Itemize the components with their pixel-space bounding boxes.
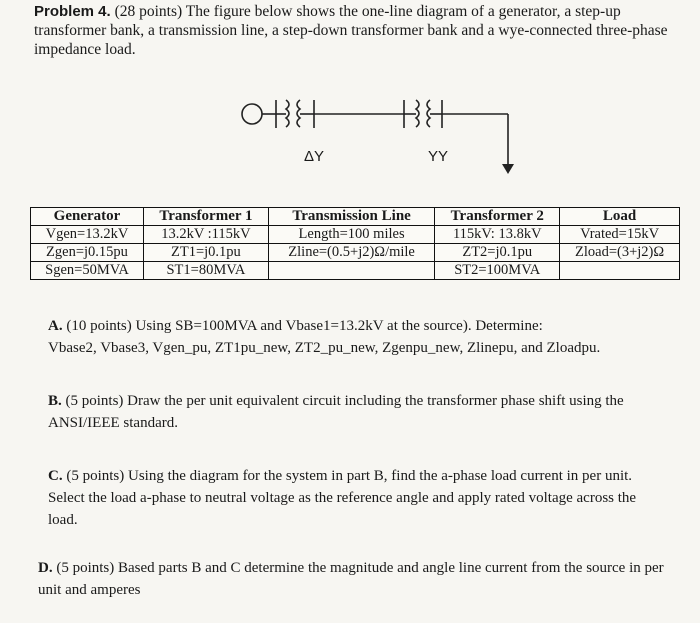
table-cell: Zline=(0.5+j2)Ω/mile	[268, 244, 435, 262]
table-cell: 13.2kV :115kV	[143, 226, 268, 244]
table-cell: ZT1=j0.1pu	[143, 244, 268, 262]
table-cell: Zload=(3+j2)Ω	[560, 244, 680, 262]
table-cell: 115kV: 13.8kV	[435, 226, 560, 244]
table-cell	[268, 262, 435, 280]
part-a-text: (10 points) Using SB=100MVA and Vbase1=13.2kV at the source). Determine:	[66, 318, 543, 334]
part-c-label: C.	[48, 468, 63, 484]
part-b-label: B.	[48, 393, 62, 409]
part-d-text: (5 points) Based parts B and C determine the magnitude and angle line current from the source in per unit and amperes	[38, 560, 664, 598]
generator-symbol	[242, 104, 262, 124]
table-header: Transformer 2	[435, 208, 560, 226]
t1-connection-label: ΔY	[304, 148, 325, 165]
problem-number: Problem 4.	[34, 3, 111, 20]
part-b-text: (5 points) Draw the per unit equivalent circuit including the transformer phase shift using the ANSI/IEEE standard.	[48, 393, 624, 431]
one-line-diagram	[240, 92, 540, 182]
part-d-label: D.	[38, 560, 53, 576]
table-cell	[560, 262, 680, 280]
table-header: Transmission Line	[268, 208, 435, 226]
table-cell: ST2=100MVA	[435, 262, 560, 280]
table-cell: Vrated=15kV	[560, 226, 680, 244]
table-cell: Length=100 miles	[268, 226, 435, 244]
table-cell: Sgen=50MVA	[31, 262, 144, 280]
part-c	[48, 465, 658, 531]
t2-connection-label: YY	[428, 148, 449, 165]
part-d	[38, 557, 668, 601]
table-header: Generator	[31, 208, 144, 226]
system-data-table	[30, 207, 680, 280]
t1-primary-coil	[286, 100, 289, 127]
table-cell: ZT2=j0.1pu	[435, 244, 560, 262]
problem-header	[34, 2, 674, 59]
t2-secondary-coil	[427, 100, 430, 127]
table-cell: Zgen=j0.15pu	[31, 244, 144, 262]
part-a	[48, 315, 658, 359]
table-header: Transformer 1	[143, 208, 268, 226]
table-header: Load	[560, 208, 680, 226]
table-cell: Vgen=13.2kV	[31, 226, 144, 244]
table-row	[31, 226, 680, 244]
table-cell: ST1=80MVA	[143, 262, 268, 280]
t2-primary-coil	[416, 100, 419, 127]
table-header-row	[31, 208, 680, 226]
table-row	[31, 244, 680, 262]
part-c-text: (5 points) Using the diagram for the system in part B, find the a-phase load current in per unit. Select the load a-phase to neutral voltage as the reference angle and apply rated voltage across the load.	[48, 468, 637, 528]
part-a-label: A.	[48, 318, 63, 334]
table-row	[31, 262, 680, 280]
t1-secondary-coil	[297, 100, 300, 127]
one-line-diagram-svg	[240, 92, 540, 182]
load-arrow-icon	[502, 164, 514, 174]
part-b	[48, 390, 658, 434]
part-a-text-2: Vbase2, Vbase3, Vgen_pu, ZT1pu_new, ZT2_pu_new, Zgenpu_new, Zlinepu, and Zloadpu.	[48, 340, 601, 356]
problem-statement: (28 points) The figure below shows the one-line diagram of a generator, a step-up transformer bank, a transmission line, a step-down transformer bank and a wye-connected three-phase impedance load.	[34, 3, 668, 58]
